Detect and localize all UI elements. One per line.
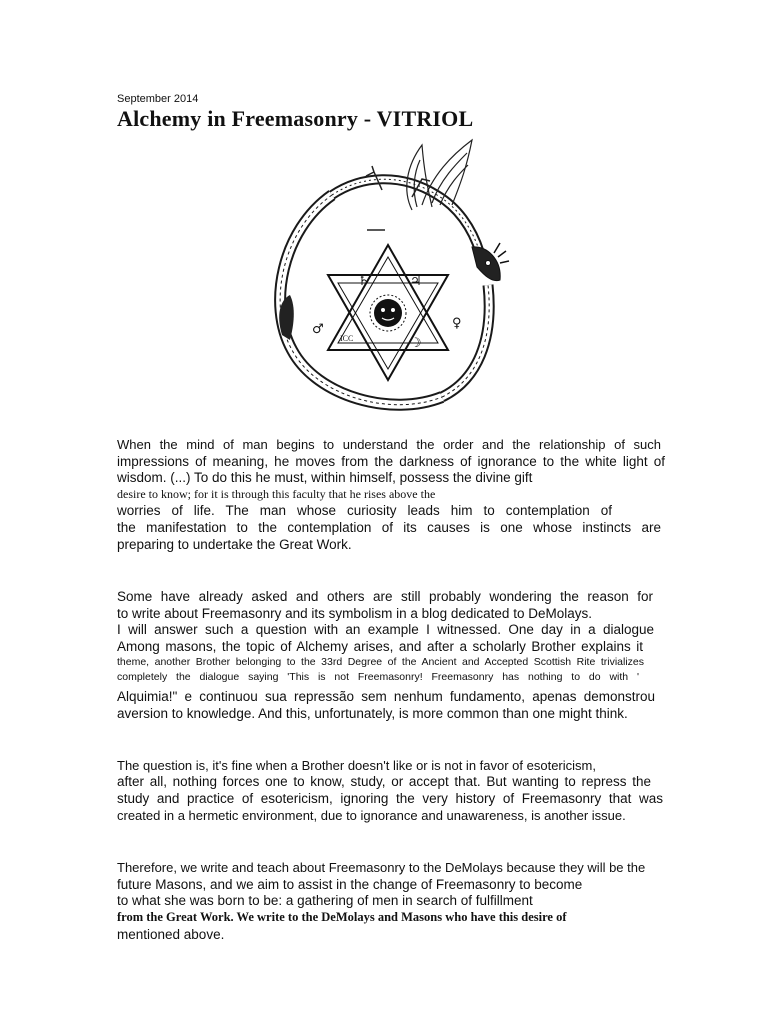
paragraph-1-line-2: impressions of meaning, he moves from the darkness of ignorance to the white light of <box>117 454 665 469</box>
paragraph-3-line-3: study and practice of esotericism, ignoring the very history of Freemasonry that was <box>117 791 663 806</box>
paragraph-2-line-3: I will answer such a question with an example I witnessed. One day in a dialogue <box>117 622 654 637</box>
paragraph-2-line-4: Among masons, the topic of Alchemy arises, and after a scholarly Brother explains it <box>117 639 643 654</box>
moon-symbol: ☽ <box>410 336 422 351</box>
paragraph-1-line-5: worries of life. The man whose curiosity leads him to contemplation of <box>117 503 612 518</box>
paragraph-2-line-8: aversion to knowledge. And this, unfortunately, is more common than one might think. <box>117 706 628 721</box>
paragraph-4-line-4: from the Great Work. We write to the DeMolays and Masons who have this desire of <box>117 910 567 924</box>
paragraph-4-line-5: mentioned above. <box>117 927 225 942</box>
icc-label: ICC <box>340 334 354 343</box>
post-date: September 2014 <box>117 93 199 105</box>
paragraph-4-line-1: Therefore, we write and teach about Freemasonry to the DeMolays because they will be the <box>117 860 646 875</box>
venus-symbol: ♀ <box>452 316 462 331</box>
paragraph-1-line-7: preparing to undertake the Great Work. <box>117 537 352 552</box>
paragraph-2-line-7: Alquimia!" e continuou sua repressão sem nenhum fundamento, apenas demonstrou <box>117 689 655 704</box>
paragraph-3-line-1: The question is, it's fine when a Brother doesn't like or is not in favor of esotericism, <box>117 758 596 773</box>
paragraph-4-line-3: to what she was born to be: a gathering of men in search of fulfillment <box>117 893 533 908</box>
paragraph-2-line-6: completely the dialogue saying 'This is not Freemasonry! Freemasonry has nothing to do with ' <box>117 671 639 683</box>
paragraph-3-line-4: created in a hermetic environment, due to ignorance and unawareness, is another issue. <box>117 808 626 823</box>
paragraph-1-line-3: wisdom. (...) To do this he must, within himself, possess the divine gift <box>117 470 533 485</box>
paragraph-2-line-1: Some have already asked and others are still probably wondering the reason for <box>117 589 653 604</box>
jupiter-symbol: ♃ <box>410 274 422 289</box>
paragraph-1-line-6: the manifestation to the contemplation of its causes is one whose instincts are <box>117 520 661 535</box>
paragraph-2-line-2: to write about Freemasonry and its symbolism in a blog dedicated to DeMolays. <box>117 606 592 621</box>
paragraph-3-line-2: after all, nothing forces one to know, study, or accept that. But wanting to repress the <box>117 774 651 789</box>
paragraph-4-line-2: future Masons, and we aim to assist in the change of Freemasonry to become <box>117 877 583 892</box>
paragraph-2-line-5: theme, another Brother belonging to the 33rd Degree of the Ancient and Accepted Scottish Rite trivializes <box>117 656 644 668</box>
paragraph-1-line-4: desire to know; for it is through this faculty that he rises above the <box>117 487 436 501</box>
ouroboros-hexagram-icon <box>262 135 514 427</box>
paragraph-1-line-1: When the mind of man begins to understand the order and the relationship of such <box>117 437 661 452</box>
page-title: Alchemy in Freemasonry - VITRIOL <box>117 106 474 131</box>
saturn-symbol: ♄ <box>358 274 370 289</box>
mars-symbol: ♂ <box>312 322 324 337</box>
